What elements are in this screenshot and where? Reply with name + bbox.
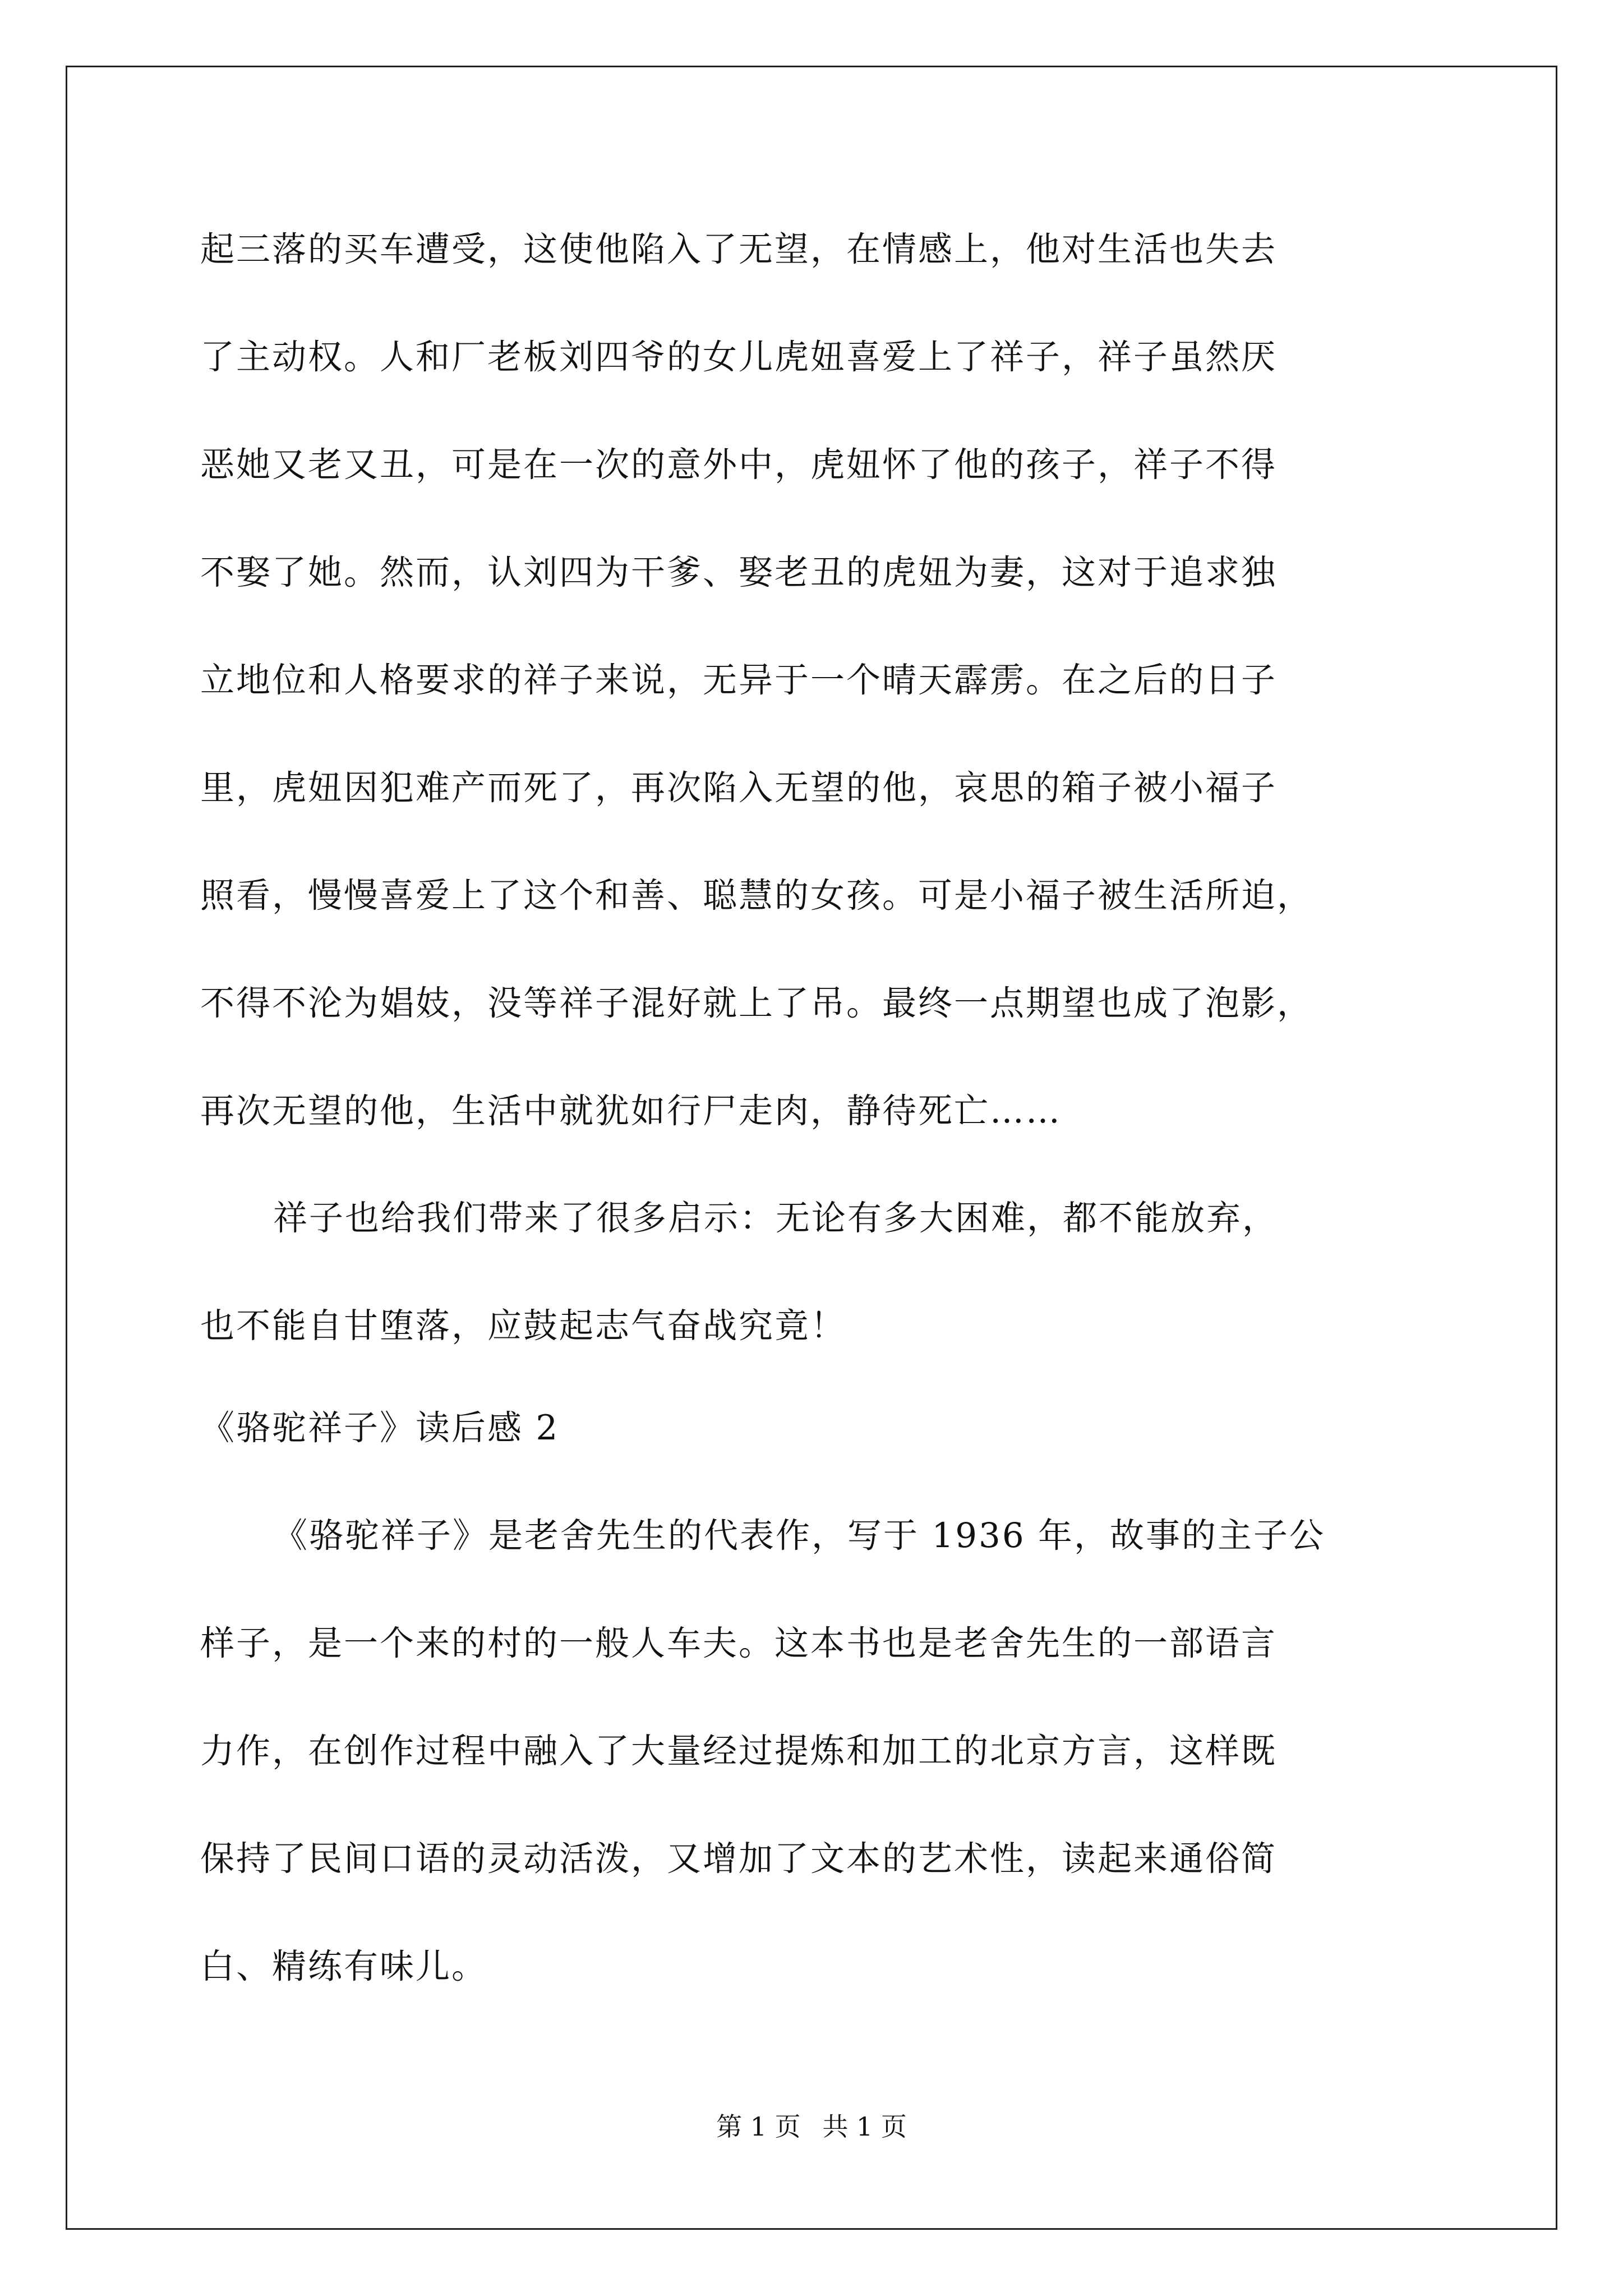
text-line: 样子，是一个来的村的一般人车夫。这本书也是老舍先生的一部语言: [200, 1623, 1278, 1663]
paragraph-first-line: 《骆驼祥子》是老舍先生的代表作，写于 1936 年，故事的主子公: [273, 1516, 1326, 1556]
text-line: 起三落的买车遭受，这使他陷入了无望，在情感上，他对生活也失去: [200, 229, 1278, 269]
text-line: 了主动权。人和厂老板刘四爷的女儿虎妞喜爱上了祥子，祥子虽然厌: [200, 337, 1278, 377]
text-line: 白、精练有味儿。: [200, 1947, 488, 1986]
page-border: [66, 66, 1557, 2230]
text-line: 力作，在创作过程中融入了大量经过提炼和加工的北京方言，这样既: [200, 1731, 1278, 1771]
page-number-current: 第 1 页: [716, 2111, 801, 2142]
page-footer: [0, 2111, 1623, 2142]
text-line: 不娶了她。然而，认刘四为干爹、娶老丑的虎妞为妻，这对于追求独: [200, 553, 1278, 592]
text-line: 恶她又老又丑，可是在一次的意外中，虎妞怀了他的孩子，祥子不得: [200, 445, 1278, 485]
text-line: 也不能自甘堕落，应鼓起志气奋战究竟！: [200, 1306, 847, 1346]
text-line: 照看，慢慢喜爱上了这个和善、聪慧的女孩。可是小福子被生活所迫，: [200, 876, 1313, 915]
text-line: 不得不沦为娼妓，没等祥子混好就上了吊。最终一点期望也成了泡影，: [200, 983, 1313, 1023]
text-line: 保持了民间口语的灵动活泼，又增加了文本的艺术性，读起来通俗简: [200, 1839, 1278, 1879]
paragraph-first-line: 祥子也给我们带来了很多启示：无论有多大困难，都不能放弃，: [273, 1198, 1279, 1238]
section-title: 《骆驼祥子》读后感 2: [200, 1408, 560, 1448]
text-line: 里，虎妞因犯难产而死了，再次陷入无望的他，哀思的箱子被小福子: [200, 768, 1278, 808]
page-number-total: 共 1 页: [822, 2111, 907, 2142]
text-line: 立地位和人格要求的祥子来说，无异于一个晴天霹雳。在之后的日子: [200, 660, 1278, 700]
text-line: 再次无望的他，生活中就犹如行尸走肉，静待死亡……: [200, 1091, 1062, 1131]
